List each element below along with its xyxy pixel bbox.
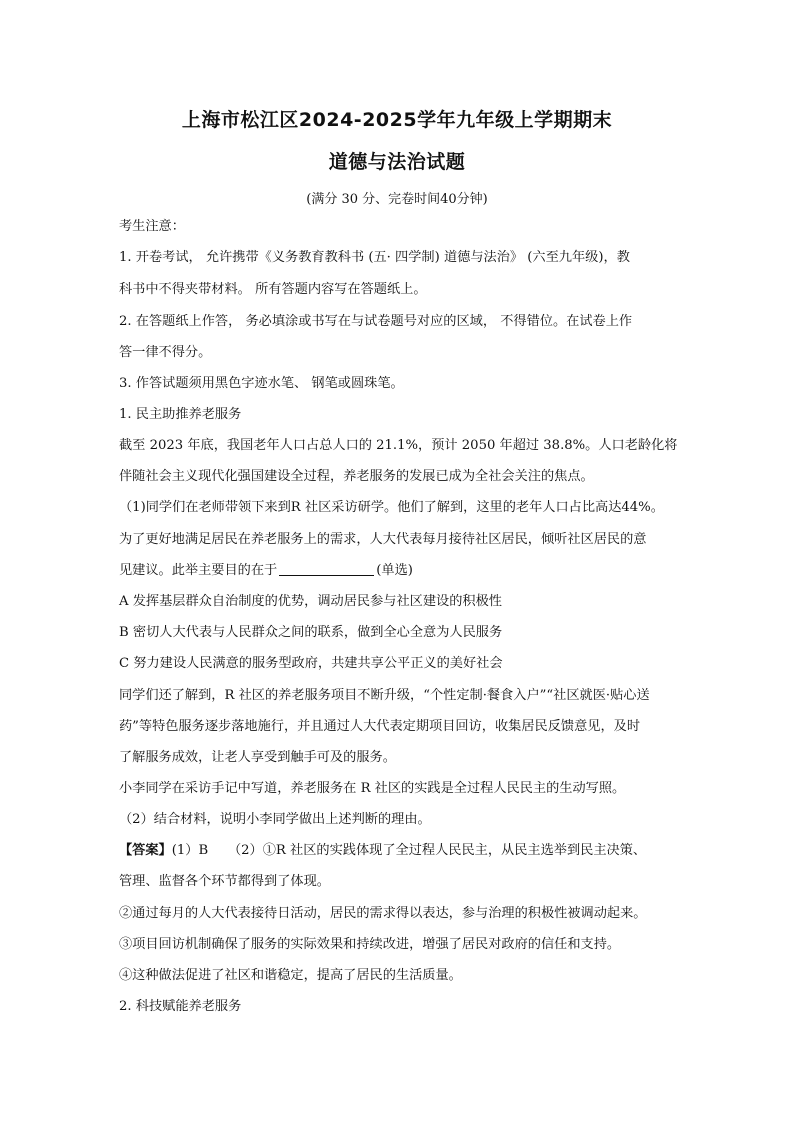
notice-item-1-cont: 科书中不得夹带材料。 所有答题内容写在答题纸上。 [119, 282, 427, 297]
answer-blank [279, 561, 374, 576]
option-c: C 努力建设人民满意的服务型政府，共建共享公平正义的美好社会 [119, 656, 503, 671]
subquestion-2: （2）结合材料，说明小李同学做出上述判断的理由。 [119, 812, 431, 827]
subquestion-1-stem: 见建议。此举主要目的在于 [119, 563, 278, 578]
notice-item-1: 1. 开卷考试， 允许携带《义务教育教科书 (五· 四学制) 道德与法治》 (六至九年级)，教 [119, 250, 630, 265]
subquestion-1-text-cont: 为了更好地满足居民在养老服务上的需求，人大代表每月接待社区居民，倾听社区居民的意 [119, 532, 647, 547]
option-b: B 密切人大代表与人民群众之间的联系，做到全心全意为人民服务 [119, 625, 503, 640]
answer-line-5: ④这种做法促进了社区和谐稳定，提高了居民的生活质量。 [119, 968, 462, 983]
material-3: 小李同学在采访手记中写道，养老服务在 R 社区的实践是全过程人民民主的生动写照。 [119, 781, 626, 796]
material-2-cont: 药”等特色服务逐步落地施行，并且通过人大代表定期项目回访，收集居民反馈意见，及时 [119, 719, 641, 734]
question-1-material: 截至 2023 年底，我国老年人口占总人口的 21.1%，预计 2050 年超过 38.8%。人口老龄化将 [119, 438, 678, 453]
answer-line-4: ③项目回访机制确保了服务的实际效果和持续改进，增强了居民对政府的信任和支持。 [119, 937, 621, 952]
question-2-title: 2. 科技赋能养老服务 [119, 999, 242, 1014]
subquestion-1-text: （1)同学们在老师带领下来到R 社区采访研学。他们了解到，这里的老年人口占比高达44%。 [119, 500, 664, 515]
notice-item-3: 3. 作答试题须用黑色字迹水笔、 钢笔或圆珠笔。 [119, 376, 404, 391]
exam-time-note: (满分 30 分、完卷时间40分钟) [306, 192, 488, 207]
answer-line-1 [119, 841, 646, 861]
notice-item-2: 2. 在答题纸上作答， 务必填涂或书写在与试卷题号对应的区域， 不得错位。在试卷上作 [119, 314, 633, 329]
answer-line-3: ②通过每月的人大代表接待日活动，居民的需求得以表达，参与治理的积极性被调动起来。 [119, 906, 647, 921]
option-a: A 发挥基层群众自治制度的优势，调动居民参与社区建设的积极性 [119, 594, 502, 609]
material-2: 同学们还了解到，R 社区的养老服务项目不断升级，“个性定制·餐食入户”“社区就医·贴心送 [119, 688, 650, 703]
question-1-material-cont: 伴随社会主义现代化强国建设全过程，养老服务的发展已成为全社会关注的焦点。 [119, 469, 594, 484]
single-choice-note: (单选) [376, 563, 413, 578]
material-2-end: 了解服务成效，让老人享受到触手可及的服务。 [119, 750, 396, 765]
answer-label: 【答案】 [119, 843, 172, 858]
notice-heading: 考生注意： [119, 219, 185, 234]
answer-line-2: 管理、监督各个环节都得到了体现。 [119, 874, 330, 889]
notice-item-2-cont: 答一律不得分。 [119, 345, 212, 360]
exam-subject-title: 道德与法治试题 [328, 151, 466, 173]
exam-title: 上海市松江区2024-2025学年九年级上学期期末 [181, 109, 613, 131]
answer-text: (1）B （2）①R 社区的实践体现了全过程人民民主，从民主选举到民主决策、 [171, 843, 647, 858]
question-1-title: 1. 民主助推养老服务 [119, 407, 242, 422]
subquestion-1-prompt [119, 561, 413, 581]
